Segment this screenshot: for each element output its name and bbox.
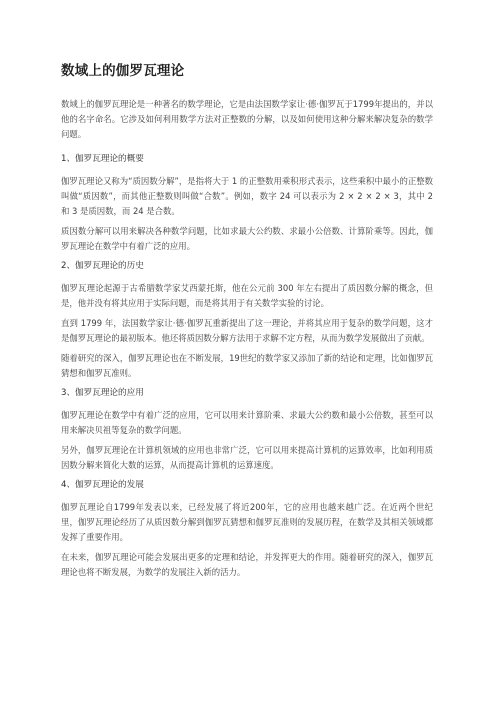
paragraph: 伽罗瓦理论起源于古希腊数学家艾西蒙托斯，他在公元前 300 年左右提出了质因数分解的概念，但是，他并没有将其应用于实际问题，而是将其用于有关数学实验的讨论。 <box>61 283 433 308</box>
section-overview <box>61 152 433 254</box>
paragraph: 伽罗瓦理论自1799年发表以来，已经发展了将近200年，它的应用也越来越广泛。在近两个世纪里，伽罗瓦理论经历了从质因数分解到伽罗瓦猜想和伽罗瓦准则的发展历程，在数学及其相关领域都发挥了重要作用。 <box>61 502 433 542</box>
paragraph: 另外，伽罗瓦理论在计算机领域的应用也非常广泛，它可以用来提高计算机的运算效率，比如利用质因数分解来简化大数的运算，从而提高计算机的运算速度。 <box>61 445 433 470</box>
paragraph: 伽罗瓦理论又称为“质因数分解”，是指将大于 1 的正整数用乘积形式表示，这些乘积中最小的正整数叫做“质因数”，而其他正整数则叫做“合数”。例如，数字 24 可以表示为 2 × 2 × 2 × 3，其中 2 和 3 是质因数，而 24 是合数。 <box>61 176 433 216</box>
section-applications <box>61 386 433 473</box>
document-page <box>61 62 433 585</box>
paragraph: 质因数分解可以用来解决各种数学问题，比如求最大公约数、求最小公倍数、计算阶乘等。因此，伽罗瓦理论在数学中有着广泛的应用。 <box>61 226 433 251</box>
section-development <box>61 478 433 580</box>
section-heading: 3、伽罗瓦理论的应用 <box>61 388 144 398</box>
section-heading: 1、伽罗瓦理论的概要 <box>61 154 144 164</box>
paragraph: 在未来，伽罗瓦理论可能会发展出更多的定理和结论，并发挥更大的作用。随着研究的深入，伽罗瓦理论也将不断发展，为数学的发展注入新的活力。 <box>61 552 433 577</box>
paragraph: 直到 1799 年，法国数学家让·德·伽罗瓦重新提出了这一理论，并将其应用于复杂的数学问题，这才是伽罗瓦理论的最初版本。他还将质因数分解方法用于求解不定方程，从而为数学发展做出了贡献。 <box>61 318 433 343</box>
section-heading: 2、伽罗瓦理论的历史 <box>61 261 144 271</box>
section-heading: 4、伽罗瓦理论的发展 <box>61 480 144 490</box>
section-history <box>61 259 433 381</box>
intro-paragraph: 数域上的伽罗瓦理论是一种著名的数学理论，它是由法国数学家让·德·伽罗瓦于1799年提出的，并以他的名字命名。它涉及如何利用数学方法对正整数的分解，以及如何使用这种分解来解决复杂的数学问题。 <box>61 99 433 139</box>
paragraph: 伽罗瓦理论在数学中有着广泛的应用，它可以用来计算阶乘、求最大公约数和最小公倍数，甚至可以用来解决贝祖等复杂的数学问题。 <box>61 410 433 435</box>
paragraph: 随着研究的深入，伽罗瓦理论也在不断发展，19世纪的数学家又添加了新的结论和定理，比如伽罗瓦猜想和伽罗瓦准则。 <box>61 353 433 378</box>
document-title: 数域上的伽罗瓦理论 <box>61 63 185 79</box>
